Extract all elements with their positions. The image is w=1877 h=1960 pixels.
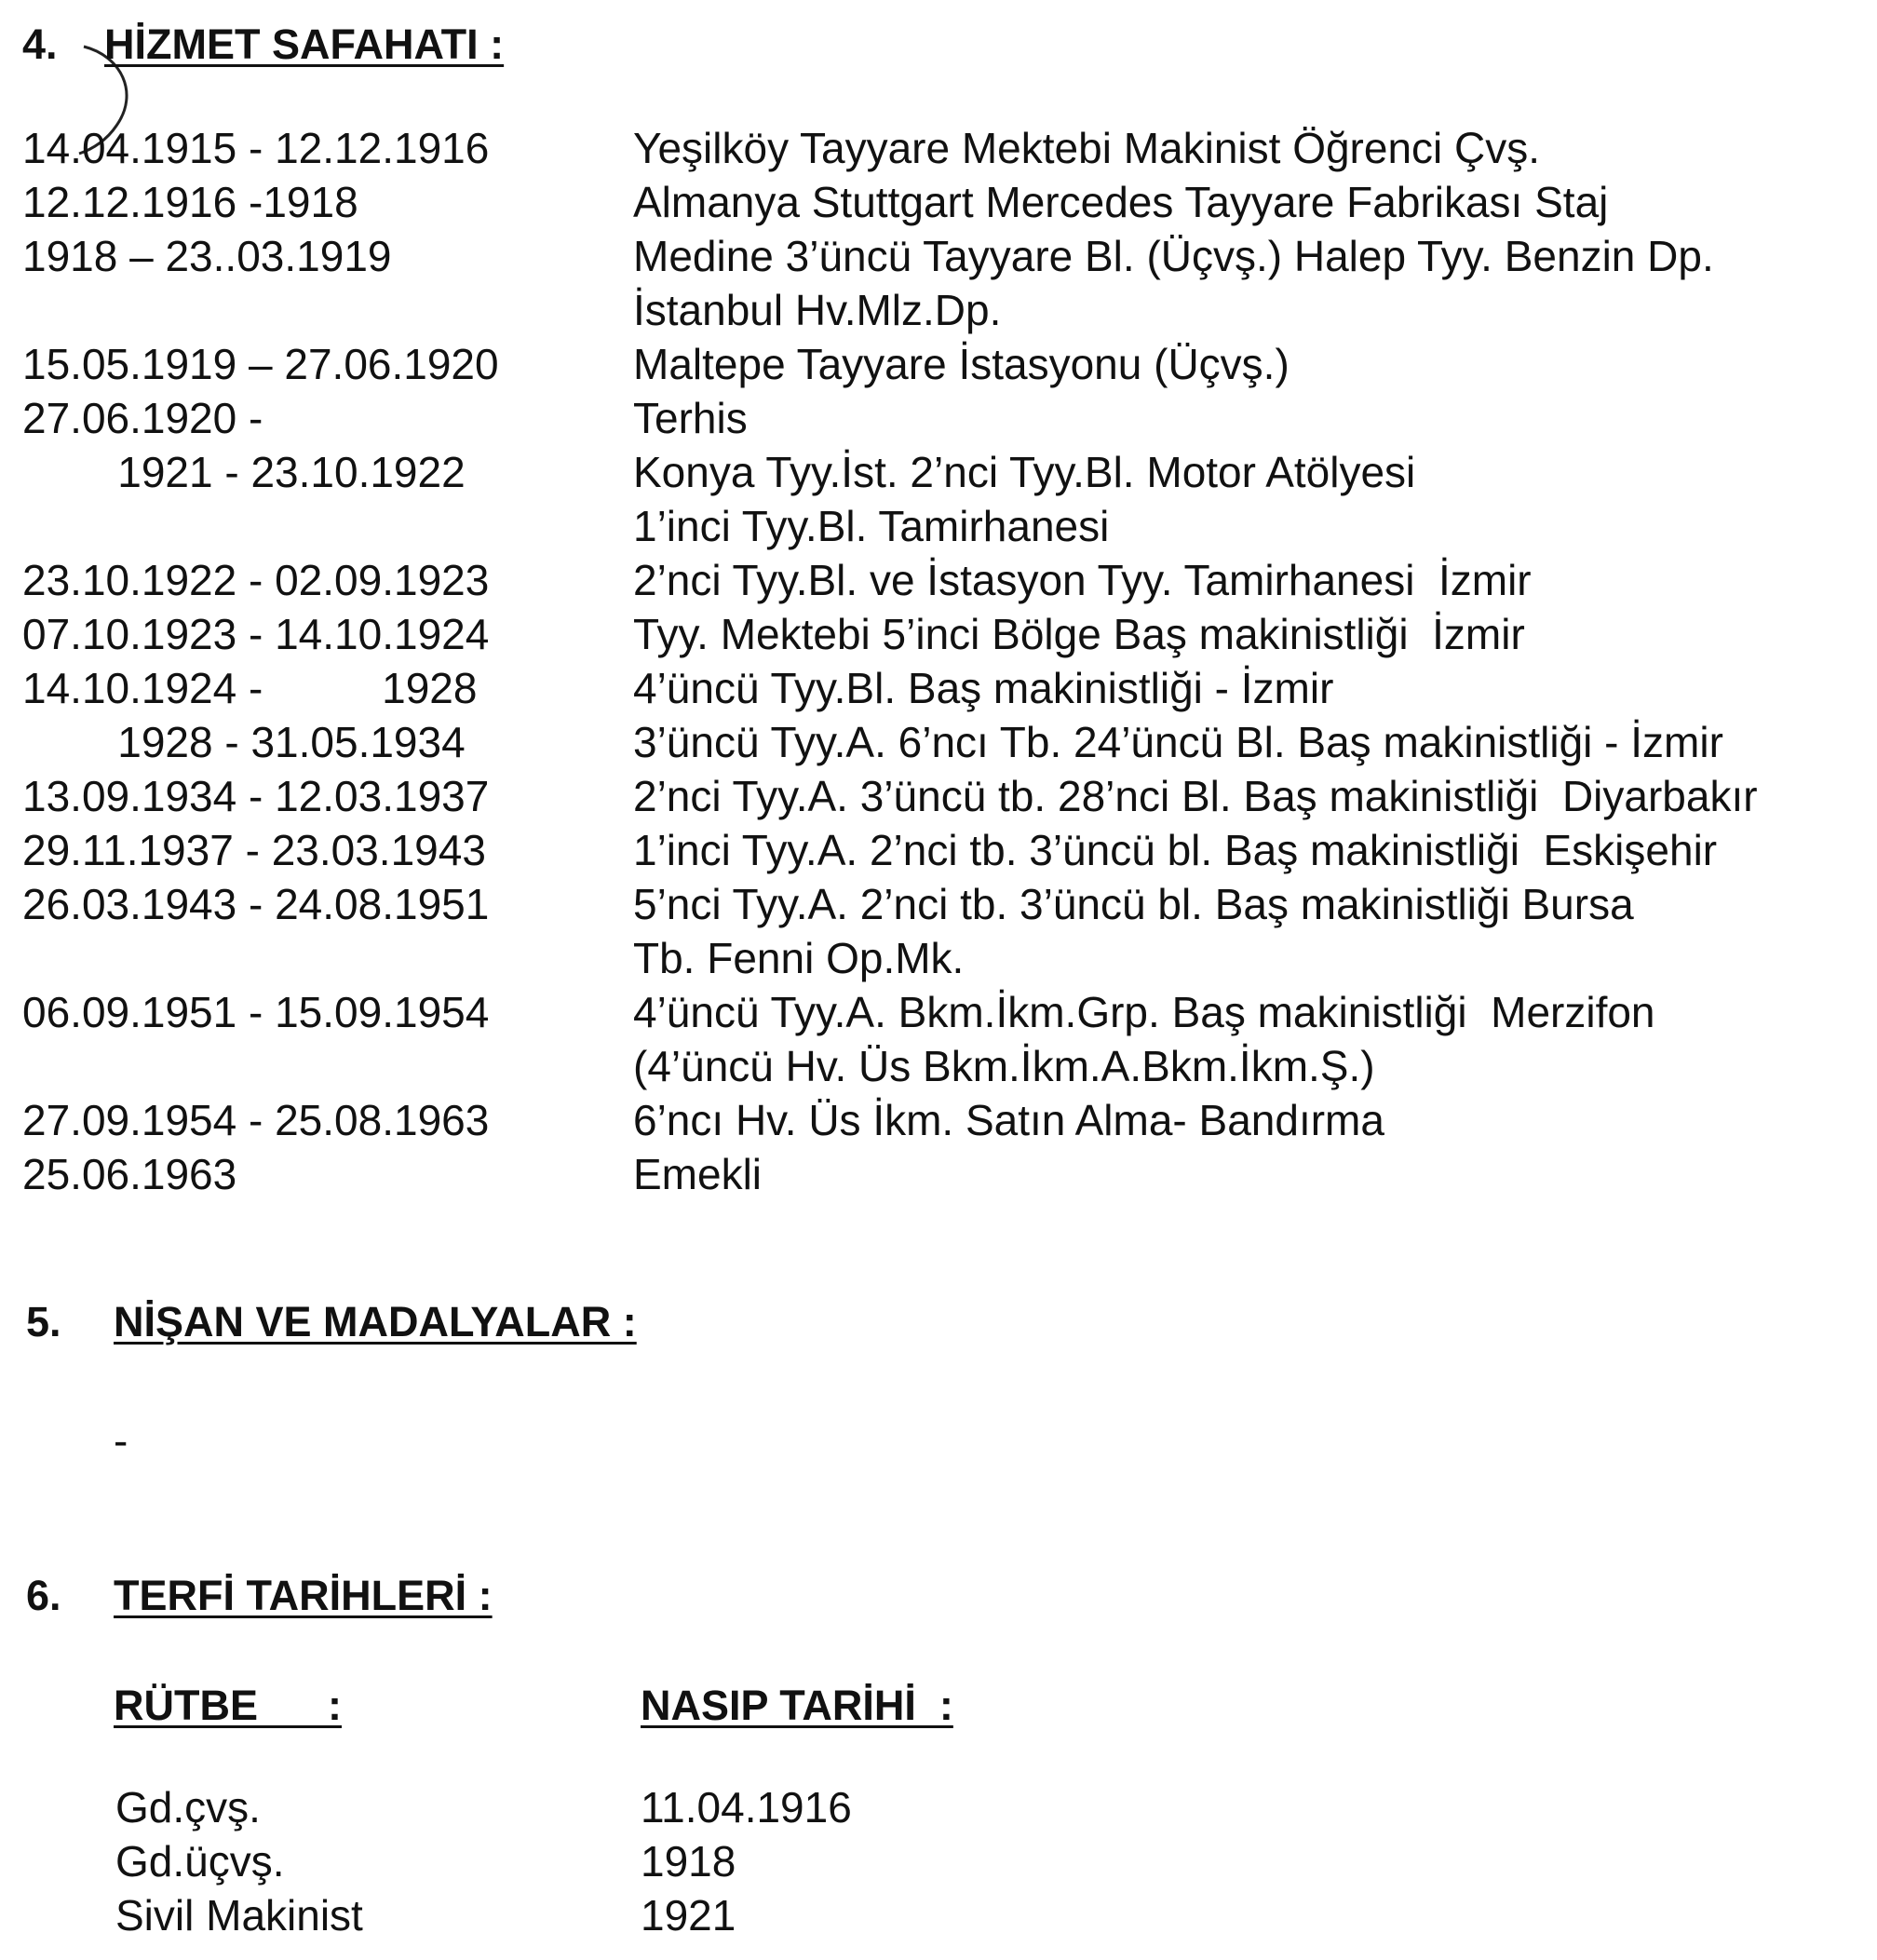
service-row xyxy=(0,391,1877,445)
service-row xyxy=(0,175,1877,229)
service-description: 1’inci Tyy.A. 2’nci tb. 3’üncü bl. Baş makinistliği Eskişehir xyxy=(633,826,1718,874)
service-row xyxy=(0,1147,1877,1201)
service-row xyxy=(0,337,1877,391)
service-dates: 29.11.1937 - 23.03.1943 xyxy=(22,826,486,874)
service-description: Terhis xyxy=(633,394,748,442)
service-row xyxy=(0,499,1877,553)
section-5-heading xyxy=(26,1296,637,1348)
promotion-date: 1921 xyxy=(641,1891,736,1940)
service-row xyxy=(0,1093,1877,1147)
section-4-heading xyxy=(22,19,504,71)
section-title: TERFİ TARİHLERİ : xyxy=(114,1572,493,1619)
section-title: HİZMET SAFAHATI : xyxy=(104,20,505,68)
section-number: 4. xyxy=(22,20,58,68)
service-dates: 14.04.1915 - 12.12.1916 xyxy=(22,124,490,172)
service-description: Almanya Stuttgart Mercedes Tayyare Fabrikası Staj xyxy=(633,178,1609,226)
service-dates: 06.09.1951 - 15.09.1954 xyxy=(22,988,490,1036)
service-row xyxy=(0,877,1877,931)
service-row xyxy=(0,607,1877,661)
service-row xyxy=(0,121,1877,175)
service-dates: 12.12.1916 -1918 xyxy=(22,178,358,226)
service-description: 6’ncı Hv. Üs İkm. Satın Alma- Bandırma xyxy=(633,1096,1384,1144)
service-row xyxy=(0,553,1877,607)
service-description: Konya Tyy.İst. 2’nci Tyy.Bl. Motor Atölyesi xyxy=(633,448,1416,496)
service-dates: 1928 - 31.05.1934 xyxy=(22,718,466,766)
promotion-row xyxy=(0,1834,1877,1888)
section-number: 5. xyxy=(26,1298,61,1345)
promotion-row xyxy=(0,1780,1877,1834)
service-dates: 27.09.1954 - 25.08.1963 xyxy=(22,1096,490,1144)
service-row xyxy=(0,931,1877,985)
service-dates: 1918 – 23..03.1919 xyxy=(22,232,392,280)
service-description: İstanbul Hv.Mlz.Dp. xyxy=(633,286,1002,334)
service-dates: 15.05.1919 – 27.06.1920 xyxy=(22,340,499,388)
service-row xyxy=(0,283,1877,337)
promotion-row xyxy=(0,1888,1877,1942)
service-description: 1’inci Tyy.Bl. Tamirhanesi xyxy=(633,502,1110,550)
service-description: Yeşilköy Tayyare Mektebi Makinist Öğrenci Çvş. xyxy=(633,124,1541,172)
service-dates: 27.06.1920 - xyxy=(22,394,263,442)
service-dates: 25.06.1963 xyxy=(22,1150,237,1198)
service-row xyxy=(0,769,1877,823)
promotion-date: 1918 xyxy=(641,1837,736,1886)
service-description: 2’nci Tyy.A. 3’üncü tb. 28’nci Bl. Baş makinistliği Diyarbakır xyxy=(633,772,1758,820)
section-title: NİŞAN VE MADALYALAR : xyxy=(114,1298,637,1345)
service-row xyxy=(0,445,1877,499)
rank-value: Gd.üçvş. xyxy=(115,1837,285,1886)
service-description: 4’üncü Tyy.A. Bkm.İkm.Grp. Baş makinistliği Merzifon xyxy=(633,988,1655,1036)
service-description: Maltepe Tayyare İstasyonu (Üçvş.) xyxy=(633,340,1290,388)
section-6-heading xyxy=(26,1570,493,1622)
service-dates: 14.10.1924 - 1928 xyxy=(22,664,478,712)
service-dates: 23.10.1922 - 02.09.1923 xyxy=(22,556,490,604)
service-description: 4’üncü Tyy.Bl. Baş makinistliği - İzmir xyxy=(633,664,1334,712)
service-dates: 07.10.1923 - 14.10.1924 xyxy=(22,610,490,658)
section-number: 6. xyxy=(26,1572,61,1619)
medals-empty-value: - xyxy=(114,1416,128,1465)
service-description: 2’nci Tyy.Bl. ve İstasyon Tyy. Tamirhanesi İzmir xyxy=(633,556,1532,604)
rank-value: Gd.çvş. xyxy=(115,1783,261,1832)
service-description: (4’üncü Hv. Üs Bkm.İkm.A.Bkm.İkm.Ş.) xyxy=(633,1042,1375,1090)
service-row xyxy=(0,229,1877,283)
service-description: Emekli xyxy=(633,1150,763,1198)
service-row xyxy=(0,1039,1877,1093)
service-dates: 26.03.1943 - 24.08.1951 xyxy=(22,880,490,928)
service-row xyxy=(0,661,1877,715)
service-dates: 1921 - 23.10.1922 xyxy=(22,448,466,496)
date-column-header: NASIP TARİHİ : xyxy=(641,1682,953,1729)
service-description: 5’nci Tyy.A. 2’nci tb. 3’üncü bl. Baş makinistliği Bursa xyxy=(633,880,1634,928)
service-description: Tyy. Mektebi 5’inci Bölge Baş makinistliği İzmir xyxy=(633,610,1525,658)
service-row xyxy=(0,823,1877,877)
rank-value: Sivil Makinist xyxy=(115,1891,363,1940)
service-row xyxy=(0,985,1877,1039)
service-dates: 13.09.1934 - 12.03.1937 xyxy=(22,772,490,820)
service-description: Medine 3’üncü Tayyare Bl. (Üçvş.) Halep Tyy. Benzin Dp. xyxy=(633,232,1714,280)
service-description: Tb. Fenni Op.Mk. xyxy=(633,934,965,982)
promotion-date: 11.04.1916 xyxy=(641,1783,852,1832)
service-row xyxy=(0,715,1877,769)
rank-column-header: RÜTBE : xyxy=(114,1682,342,1729)
service-description: 3’üncü Tyy.A. 6’ncı Tb. 24’üncü Bl. Baş makinistliği - İzmir xyxy=(633,718,1723,766)
